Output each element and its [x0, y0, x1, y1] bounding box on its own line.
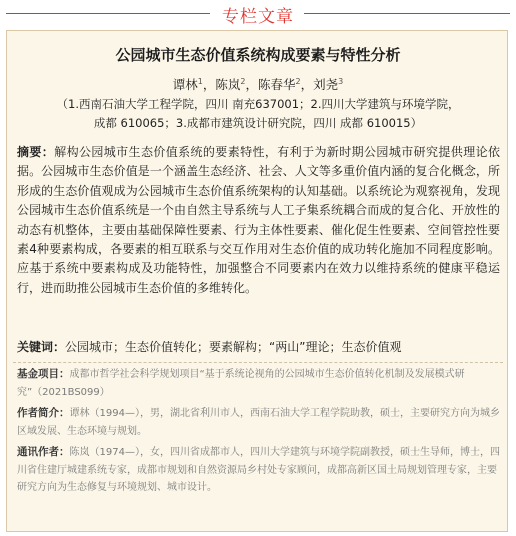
author-intro-label: 作者简介： — [17, 407, 70, 419]
fund-text: 成都市哲学社会科学规划项目“基于系统论视角的公园城市生态价值转化机制及发展模式研究”（2021BS099） — [17, 369, 465, 398]
author-name: 陈春华 — [258, 77, 296, 92]
footnotes — [17, 366, 500, 501]
column-tag: 专栏文章 — [222, 7, 294, 27]
author-affiliation-number: 3 — [338, 76, 344, 86]
author-name: 谭林 — [172, 77, 198, 92]
corresponding-text: 陈岚（1974—），女，四川省成都市人，四川大学建筑与环境学院副教授，硕士生导师，博士，四川省住建厅城建系统专家，成都市规划和自然资源局乡村处专家顾问，成都高新区国土局规划管理专家，主要研究方向为生态修复与环境规划、城市设计。 — [17, 447, 500, 493]
abstract-label: 摘要： — [17, 145, 55, 159]
author-affiliation-number: 2 — [295, 76, 301, 86]
article-title: 公园城市生态价值系统构成要素与特性分析 — [115, 46, 401, 64]
section-divider — [13, 362, 503, 363]
author-name: 陈岚 — [215, 77, 241, 92]
abstract-text: 解构公园城市生态价值系统的要素特性，有利于为新时期公园城市研究提供理论依据。公园城市生态价值是一个涵盖生态经济、社会、人文等多重价值内涵的复合化概念，所形成的生态价值观成为公园城市生态价值系统架构的认知基础。以系统论为观察视角，发现公园城市生态价值系统是一个由自然主导系统与人工子集系统耦合而成的复合化、开放性的动态有机整体，主要由基础保障性要素、行为主体性要素、催化促生性要素、空间管控性要素4种要素构成，各要素的相互联系与交互作用对生态价值的成功转化施加不同程度影响。应基于系统中要素构成及功能特性，加强整合不同要素内在效力以维持系统的健康平稳运行，进而助推公园城市生态价值的多维转化。 — [17, 145, 500, 295]
fund-label: 基金项目： — [17, 368, 70, 380]
keywords-label: 关键词： — [17, 340, 66, 354]
corresponding-label: 通讯作者： — [17, 446, 70, 458]
keywords-text: 公园城市；生态价值转化；要素解构；“两山”理论；生态价值观 — [65, 340, 402, 354]
author-separator: ， — [202, 77, 216, 92]
keywords — [17, 338, 500, 357]
author-list — [0, 75, 516, 93]
corresponding-note — [17, 444, 500, 497]
fund-note — [17, 366, 500, 401]
author-name: 刘尧 — [313, 77, 339, 92]
affiliations — [24, 95, 492, 133]
author-affiliation-number: 1 — [197, 76, 203, 86]
author-affiliation-number: 2 — [240, 76, 246, 86]
author-separator: ， — [245, 77, 258, 92]
author-intro-text: 谭林（1994—），男，湖北省利川市人，西南石油大学工程学院助教，硕士，主要研究方向为城乡区域发展、生态环境与规划。 — [17, 408, 500, 437]
affiliation-line: （1.西南石油大学工程学院，四川 南充637001；2.四川大学建筑与环境学院， — [56, 97, 460, 111]
author-separator: ， — [300, 77, 314, 92]
abstract — [17, 143, 500, 298]
affiliation-line: 成都 610065；3.成都市建筑设计研究院，四川 成都 610015） — [93, 116, 423, 130]
author-intro-note — [17, 405, 500, 440]
